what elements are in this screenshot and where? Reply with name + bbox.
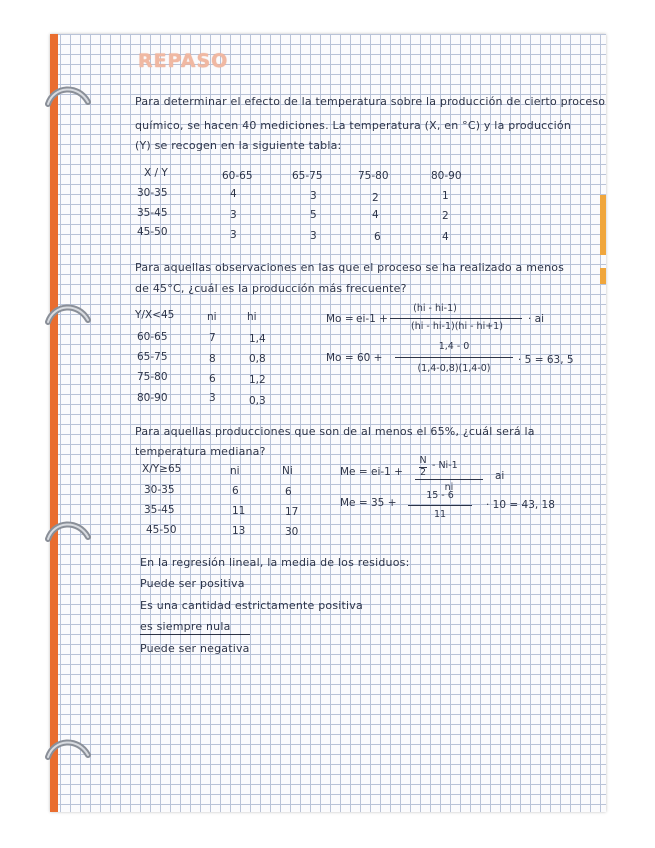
problem1-text-line: químico, se hacen 40 mediciones. La temperatura (X, en °C) y la producción xyxy=(135,119,572,132)
problem4-question: En la regresión lineal, la media de los residuos: xyxy=(140,556,410,569)
table2-cell: 65-75 xyxy=(137,351,168,363)
median-calc-denominator: 11 xyxy=(433,509,447,520)
mode-calc-fraction-bar xyxy=(395,357,513,358)
table1-cell: 2 xyxy=(442,210,449,222)
problem1-text-line: Para determinar el efecto de la temperatura sobre la producción de cierto proceso xyxy=(135,95,606,108)
table1-col-header: 75-80 xyxy=(358,170,389,182)
mode-formula-fraction-bar xyxy=(390,318,522,319)
table2-cell: 0,3 xyxy=(249,395,266,407)
median-formula-tail: ai xyxy=(495,470,505,482)
table1-cell: 4 xyxy=(442,231,449,243)
median-formula-cumulative: - Ni-1 xyxy=(432,460,458,471)
table2-cell: 60-65 xyxy=(137,331,168,343)
problem3-text-line: temperatura mediana? xyxy=(135,445,266,458)
table1-corner: X / Y xyxy=(144,167,168,179)
table3-cell: 30 xyxy=(285,526,299,538)
table2-cell: 1,4 xyxy=(249,333,266,345)
table3-header: ni xyxy=(230,465,240,477)
table1-cell: 3 xyxy=(310,230,317,242)
median-formula-lhs: Me = ei-1 + xyxy=(340,466,403,478)
table2-header: ni xyxy=(207,311,217,323)
table3-cell: 45-50 xyxy=(146,524,177,536)
table1-cell: 3 xyxy=(230,229,237,241)
table2-cell: 80-90 xyxy=(137,392,168,404)
binder-ring-icon xyxy=(44,300,92,326)
divider-tab xyxy=(600,268,606,284)
table1-col-header: 60-65 xyxy=(222,170,253,182)
binder-ring-icon xyxy=(44,735,92,761)
correct-answer-underline xyxy=(140,634,250,635)
mode-formula-tail: · ai xyxy=(528,313,545,325)
table3-cell: 30-35 xyxy=(144,484,175,496)
table1-cell: 5 xyxy=(310,209,317,221)
mode-calc-denominator: (1,4-0,8)(1,4-0) xyxy=(417,363,491,374)
mode-formula-denominator: (hi - hi-1)(hi - hi+1) xyxy=(411,321,503,332)
table3-cell: 35-45 xyxy=(144,504,175,516)
problem3-text-line: Para aquellas producciones que son de al menos el 65%, ¿cuál será la xyxy=(135,425,535,438)
table1-cell: 2 xyxy=(372,192,379,204)
table3-cell: 13 xyxy=(232,525,246,537)
problem2-text-line: de 45°C, ¿cuál es la producción más frecuente? xyxy=(135,282,407,295)
table1-cell: 1 xyxy=(442,190,449,202)
median-calc-numerator: 15 - 6 xyxy=(426,490,454,501)
table1-cell: 4 xyxy=(230,188,237,200)
table2-header: hi xyxy=(247,311,257,323)
table2-cell: 8 xyxy=(209,353,216,365)
table3-header: X/Y≥65 xyxy=(142,463,182,475)
table3-cell: 6 xyxy=(232,485,239,497)
median-formula-n: N xyxy=(419,455,427,466)
table2-cell: 3 xyxy=(209,392,216,404)
table2-cell: 0,8 xyxy=(249,353,266,365)
table2-cell: 6 xyxy=(209,373,216,385)
mode-calc-numerator: 1,4 - 0 xyxy=(438,341,470,352)
mode-formula-numerator: (hi - hi-1) xyxy=(413,303,457,314)
table3-cell: 17 xyxy=(285,506,299,518)
divider-tab xyxy=(600,195,606,255)
table1-cell: 3 xyxy=(230,209,237,221)
median-calc-fraction-bar xyxy=(408,505,472,506)
problem4-option: Puede ser negativa xyxy=(140,642,250,655)
table1-cell: 4 xyxy=(372,209,379,221)
median-formula-fraction-bar xyxy=(415,479,483,480)
problem4-option: Es una cantidad estrictamente positiva xyxy=(140,599,363,612)
mode-formula-lhs: Mo = xyxy=(326,313,354,325)
problem1-text-line: (Y) se recogen en la siguiente tabla: xyxy=(135,139,342,152)
table1-cell: 3 xyxy=(310,190,317,202)
median-calc-result: · 10 = 43, 18 xyxy=(486,499,555,511)
median-calc-lhs: Me = 35 + xyxy=(340,497,397,509)
problem4-option: Puede ser positiva xyxy=(140,577,245,590)
mode-calc-lhs: Mo = 60 + xyxy=(326,352,383,364)
table3-header: Ni xyxy=(282,465,293,477)
mode-calc-result: · 5 = 63, 5 xyxy=(518,354,574,366)
problem2-text-line: Para aquellas observaciones en las que el proceso se ha realizado a menos xyxy=(135,261,565,274)
mode-formula-base: ei-1 + xyxy=(356,313,388,325)
median-formula-denominator: ni xyxy=(444,482,454,493)
table3-cell: 6 xyxy=(285,486,292,498)
problem4-option-correct: es siempre nula xyxy=(140,620,231,633)
table2-header: Y/X<45 xyxy=(135,309,175,321)
table1-cell: 6 xyxy=(374,231,381,243)
table2-cell: 7 xyxy=(209,332,216,344)
table1-col-header: 65-75 xyxy=(292,170,323,182)
median-formula-two: 2 xyxy=(419,467,427,478)
binder-ring-icon xyxy=(44,517,92,543)
table2-cell: 1,2 xyxy=(249,374,266,386)
table1-col-header: 80-90 xyxy=(431,170,462,182)
table3-cell: 11 xyxy=(232,505,246,517)
page-title: REPASO xyxy=(138,50,229,72)
table2-cell: 75-80 xyxy=(137,371,168,383)
table1-row-label: 30-35 xyxy=(137,187,168,199)
binder-ring-icon xyxy=(44,82,92,108)
table1-row-label: 35-45 xyxy=(137,207,168,219)
binder-edge xyxy=(50,34,58,812)
table1-row-label: 45-50 xyxy=(137,226,168,238)
